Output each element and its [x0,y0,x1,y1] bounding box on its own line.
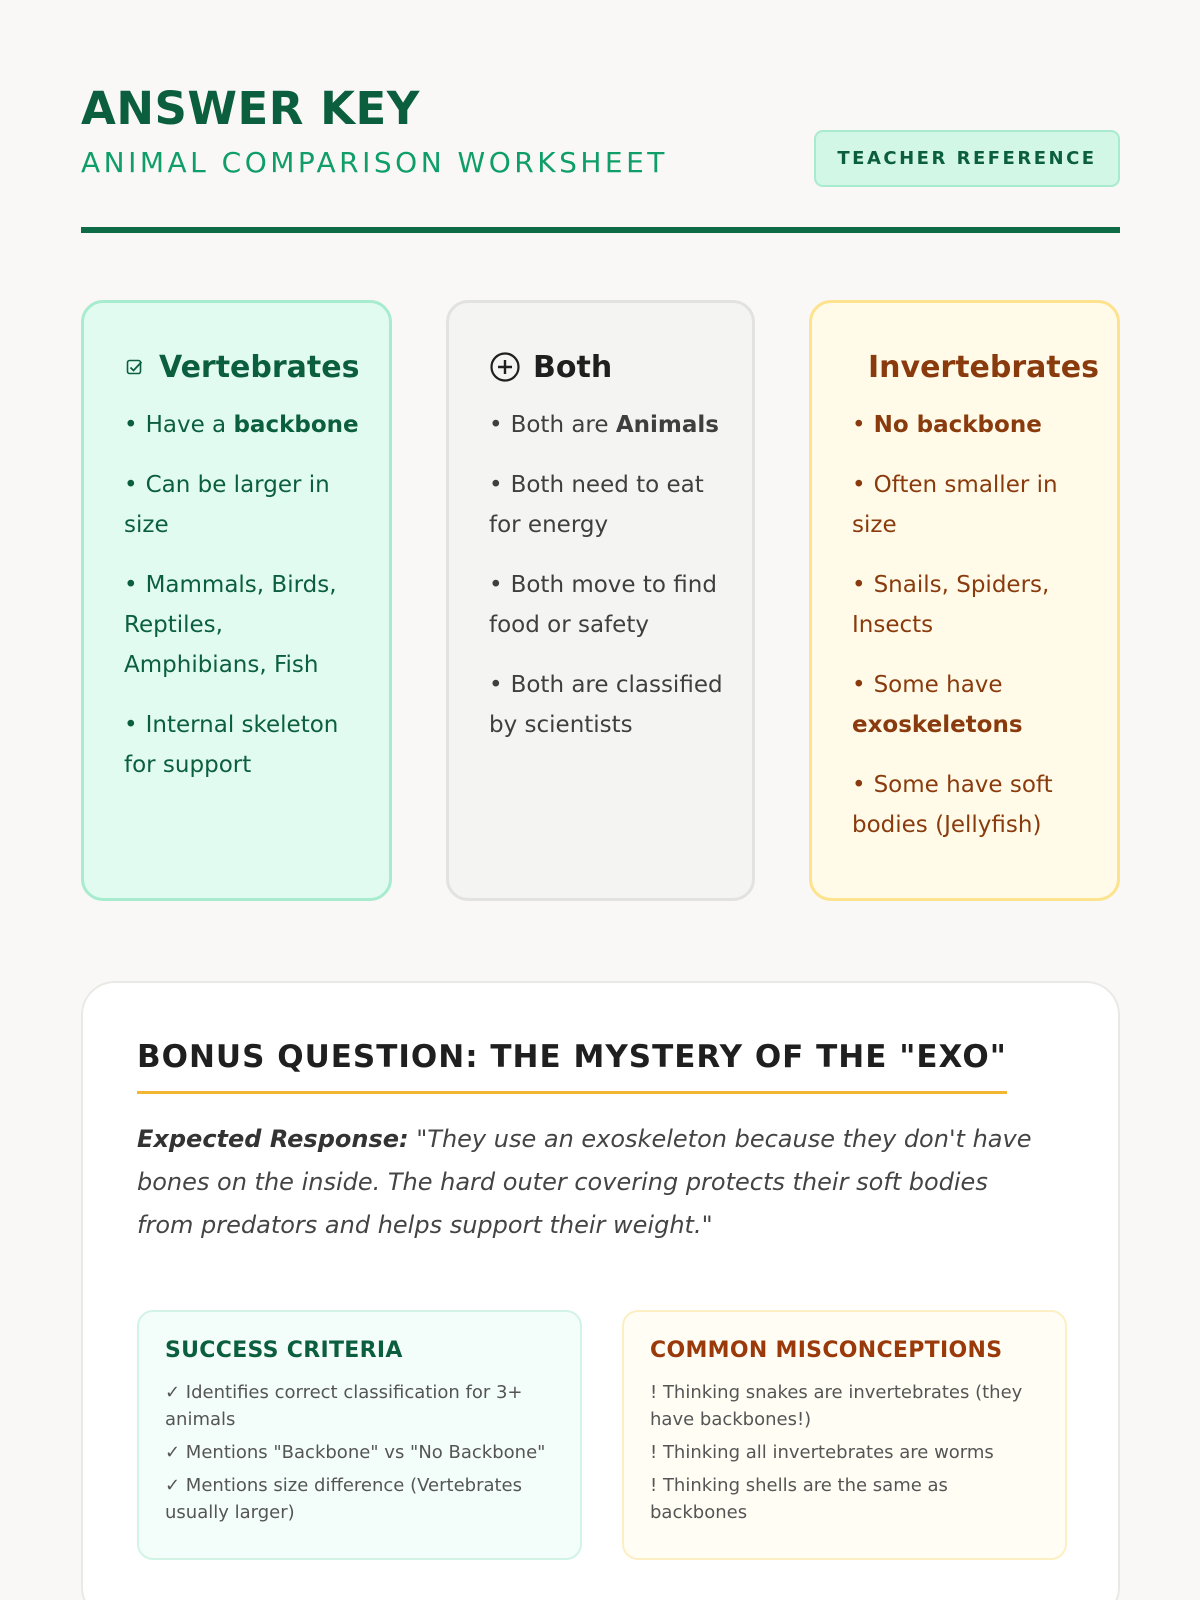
teacher-reference-badge: TEACHER REFERENCE [814,130,1120,187]
list-item: • Internal skeleton for support [124,712,339,778]
page-header [81,0,1120,235]
vertebrates-heading [124,343,389,391]
list-item: ! Thinking all invertebrates are worms [650,1442,994,1463]
list-item: ✓ Mentions "Backbone" vs "No Backbone" [165,1442,546,1463]
success-criteria-title: SUCCESS CRITERIA [165,1338,403,1363]
list-item: ✓ Identifies correct classification for 3+ animals [165,1382,523,1430]
list-item: • Snails, Spiders, Insects [852,572,1050,638]
vertebrates-heading-label: Vertebrates [159,349,360,385]
list-item: • Both move to find food or safety [489,572,717,638]
vertebrates-list [124,405,389,785]
both-heading [489,343,752,391]
success-criteria-list [165,1379,554,1526]
invertebrates-heading [852,343,1117,391]
misconceptions-list [650,1379,1039,1526]
list-item: • Some have soft bodies (Jellyfish) [852,772,1053,838]
check-square-icon [126,359,143,376]
invertebrates-column [809,300,1120,901]
header-divider [81,227,1120,233]
both-heading-label: Both [533,349,613,385]
list-item: • Mammals, Birds, Reptiles, Amphibians, Fish [124,572,337,678]
comparison-columns [81,300,1120,901]
success-criteria-card [137,1310,582,1560]
answer-key-page [81,0,1120,1523]
list-item: • No backbone [852,412,1042,438]
list-item: • Can be larger in size [124,472,330,538]
both-list [489,405,752,745]
circle-plus-icon [489,351,521,383]
list-item: • Have a backbone [124,412,359,438]
expected-response-text: "They use an exoskeleton because they don't have bones on the inside. The hard outer covering protects their soft bodies from predators and helps support their weight." [137,1125,1032,1239]
bonus-title: BONUS QUESTION: THE MYSTERY OF THE "EXO" [137,1039,1007,1094]
list-item: • Some have exoskeletons [852,672,1023,738]
page-title: ANSWER KEY [81,82,420,135]
criteria-cards [137,1310,1067,1560]
both-column [446,300,755,901]
misconceptions-card [622,1310,1067,1560]
vertebrates-column [81,300,392,901]
list-item: ! Thinking snakes are invertebrates (they have backbones!) [650,1382,1023,1430]
expected-response [137,1118,1037,1247]
list-item: • Both need to eat for energy [489,472,704,538]
list-item: ✓ Mentions size difference (Vertebrates usually larger) [165,1475,523,1523]
bonus-question-card [81,981,1120,1600]
invertebrates-list [852,405,1117,845]
misconceptions-title: COMMON MISCONCEPTIONS [650,1338,1003,1363]
list-item: ! Thinking shells are the same as backbones [650,1475,948,1523]
expected-response-label: Expected Response: [137,1125,409,1153]
invertebrates-heading-label: Invertebrates [868,349,1099,385]
page-subtitle: ANIMAL COMPARISON WORKSHEET [81,146,668,179]
list-item: • Often smaller in size [852,472,1058,538]
list-item: • Both are Animals [489,412,719,438]
list-item: • Both are classified by scientists [489,672,723,738]
